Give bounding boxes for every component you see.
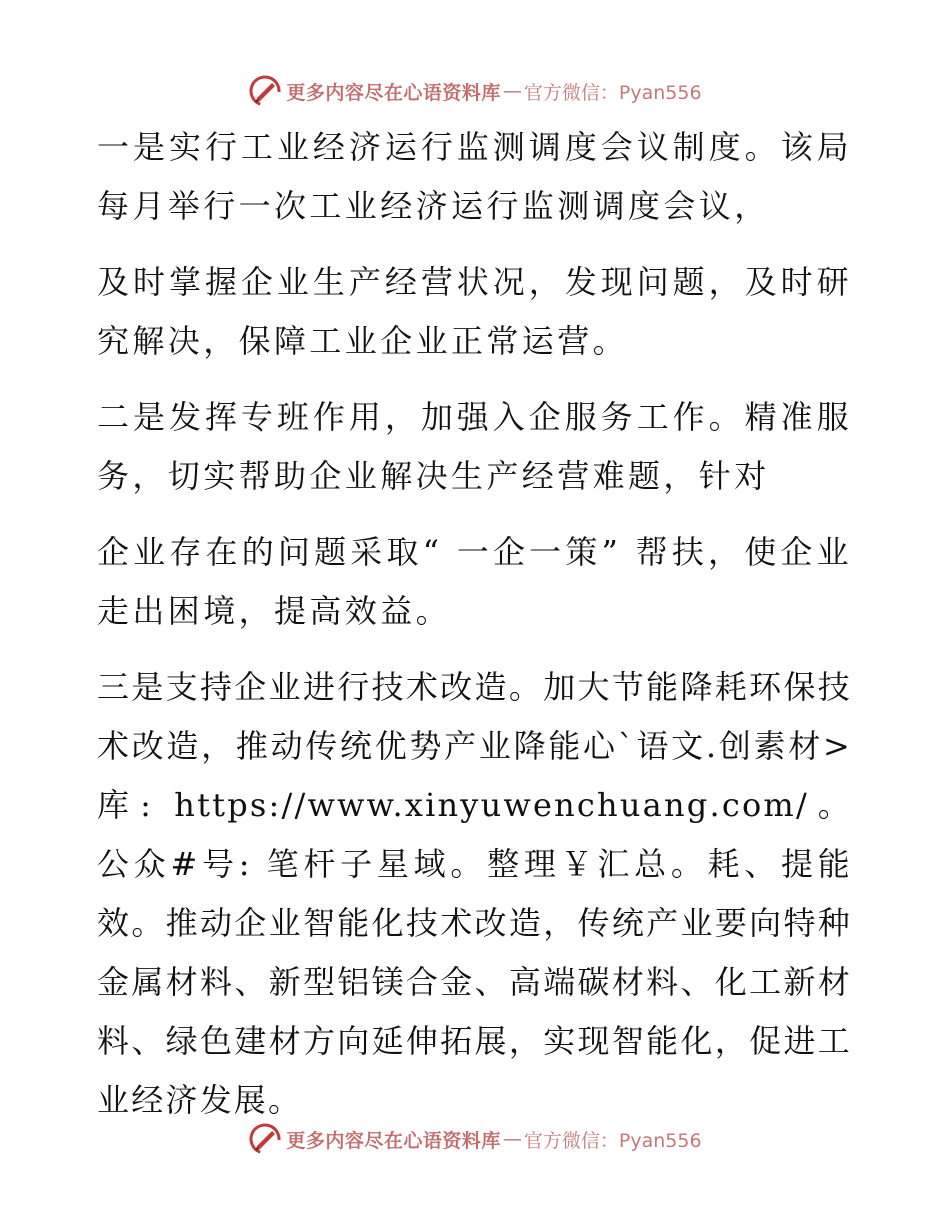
banner-wechat: 官方微信：Pyan556 [523,1129,702,1152]
paragraph-5: 三是支持企业进行技术改造。加大节能降耗环保技术改造，推动传统优势产业降能心`语文.创素材>库: https://www.xinyuwenchuang.com/。公众#号: 笔杆子星域。整理￥汇总。耗、提能效。推动企业智能化技术改造，传统产业要向特种金属材料、新型铝镁合金、高端碳材料、化工新材料、绿色建材方向延伸拓展，实现智能化，促进工业经济发展。 [97,668,852,1119]
banner-title: 更多内容尽在心语资料库 [286,1129,501,1152]
paragraph-1: 一是实行工业经济运行监测调度会议制度。该局每月举行一次工业经济运行监测调度会议， [97,128,852,225]
footer-banner [0,1119,950,1159]
red-crescent-pen-logo-icon [248,1122,282,1156]
paragraph-4: 企业存在的问题采取“ 一企一策” 帮扶，使企业走出困境，提高效益。 [97,533,852,630]
document-body [97,118,852,1147]
header-banner [0,71,950,111]
banner-title: 更多内容尽在心语资料库 [286,81,501,104]
paragraph-2: 及时掌握企业生产经营状况，发现问题，及时研究解决，保障工业企业正常运营。 [97,263,852,360]
red-crescent-pen-logo-icon [248,74,282,108]
banner-separator: — [502,1128,522,1150]
paragraph-3: 二是发挥专班作用，加强入企服务工作。精准服务，切实帮助企业解决生产经营难题，针对 [97,398,852,495]
banner-wechat: 官方微信：Pyan556 [523,81,702,104]
banner-separator: — [502,80,522,102]
